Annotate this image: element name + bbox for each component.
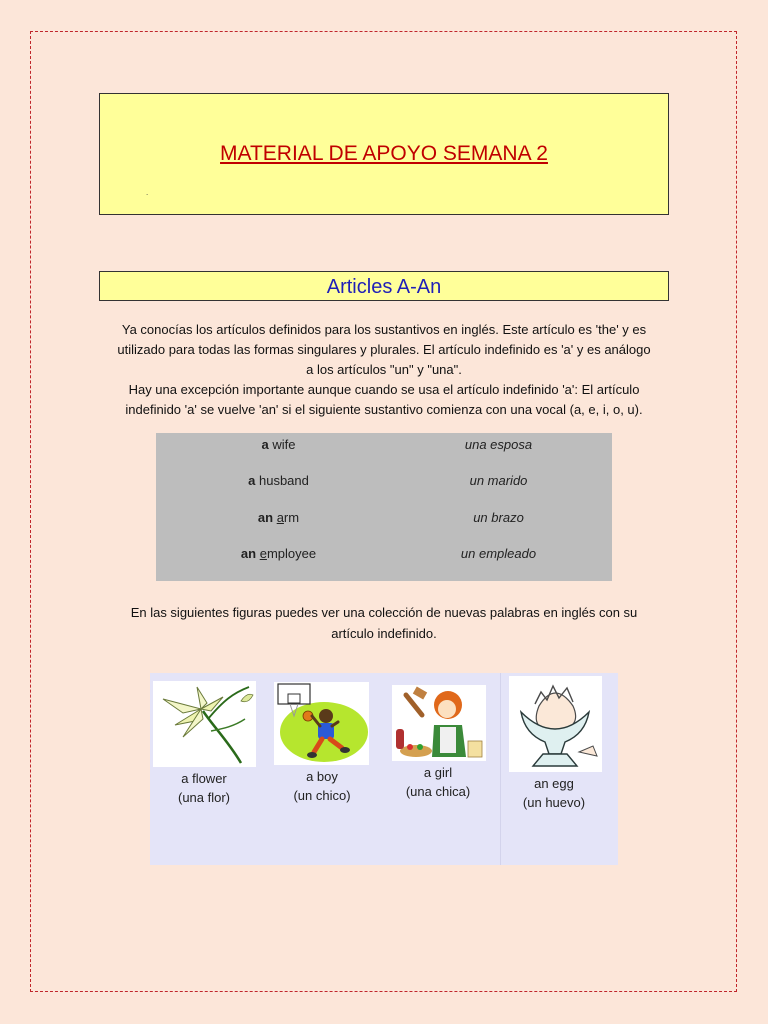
table-row <box>156 437 612 457</box>
intro-line: indefinido 'a' se vuelve 'an' si el siguiente sustantivo comienza con una vocal (a, e, i, o, u). <box>125 402 643 417</box>
spanish-word: (un chico) <box>293 788 351 803</box>
english-cell <box>156 546 401 561</box>
gallery-label-egg <box>506 774 602 812</box>
gallery-divider <box>500 673 501 865</box>
article-word: an <box>240 546 257 561</box>
title-dot: . <box>146 188 149 197</box>
articles-table <box>156 433 612 581</box>
spanish-cell: un marido <box>469 473 528 488</box>
gallery-label-flower <box>150 769 258 807</box>
spanish-word: (una flor) <box>177 790 231 805</box>
intro-line: utilizado para todas las formas singulares y plurales. El artículo indefinido es 'a' y es análogo <box>117 342 651 357</box>
noun-first-letter: e <box>259 546 267 561</box>
english-word: a girl <box>423 765 453 780</box>
intro-paragraph <box>95 320 673 420</box>
spanish-word: (una chica) <box>405 784 471 799</box>
noun-word <box>272 437 295 452</box>
table-row <box>156 473 612 493</box>
page-title: MATERIAL DE APOYO SEMANA 2 <box>220 142 548 165</box>
english-cell <box>156 510 401 525</box>
intro-line: Hay una excepción importante aunque cuando se usa el artículo indefinido 'a': El artículo <box>128 382 640 397</box>
english-cell <box>156 473 401 488</box>
vocabulary-gallery <box>150 673 618 865</box>
noun-word <box>277 510 299 525</box>
noun-word <box>259 473 309 488</box>
egg-cup-icon <box>509 676 602 772</box>
english-word: a boy <box>306 769 338 784</box>
spanish-cell: un brazo <box>473 510 524 525</box>
intro-line: Ya conocías los artículos definidos para los sustantivos en inglés. Este artículo es 'the' y es <box>121 322 647 337</box>
title-box <box>99 93 669 215</box>
section-heading: Articles A-An <box>99 271 669 301</box>
spanish-cell: una esposa <box>464 437 533 452</box>
table-row <box>156 510 612 530</box>
spanish-cell: un empleado <box>460 546 537 561</box>
girl-cooking-icon <box>392 685 486 761</box>
gallery-label-girl <box>390 763 486 801</box>
intro-line: a los artículos "un" y "una". <box>306 362 462 377</box>
english-word: a flower <box>181 771 227 786</box>
noun-first-letter: a <box>276 510 284 525</box>
article-word: a <box>261 437 269 452</box>
flower-icon <box>153 681 256 767</box>
noun-rest: rm <box>283 510 300 525</box>
article-word: a <box>248 473 256 488</box>
gallery-caption <box>95 602 673 644</box>
noun-rest: wife <box>272 437 296 452</box>
caption-line: En las siguientes figuras puedes ver una colección de nuevas palabras en inglés con su <box>130 605 638 620</box>
noun-rest: husband <box>258 473 309 488</box>
english-word: an egg <box>534 776 574 791</box>
boy-basketball-icon <box>274 682 369 765</box>
article-word: an <box>257 510 274 525</box>
noun-rest: mployee <box>266 546 317 561</box>
spanish-word: (un huevo) <box>522 795 586 810</box>
noun-word <box>260 546 316 561</box>
table-row <box>156 546 612 566</box>
caption-line: artículo indefinido. <box>331 626 437 641</box>
english-cell <box>156 437 401 452</box>
gallery-label-boy <box>272 767 372 805</box>
